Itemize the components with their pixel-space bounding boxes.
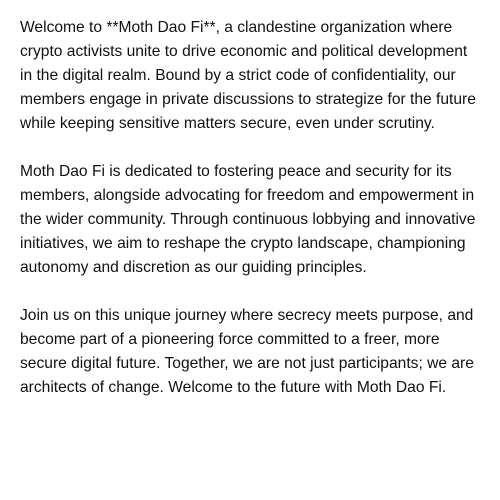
intro-paragraph: Welcome to **Moth Dao Fi**, a clandestine organization where crypto activists unite to drive economic and political development in the digital realm. Bound by a strict code of confidentiality, our members engage in private discussions to strategize for the future while keeping sensitive matters secure, even under scrutiny. (20, 19, 476, 132)
invitation-paragraph: Join us on this unique journey where secrecy meets purpose, and become part of a pioneering force committed to a freer, more secure digital future. Together, we are not just participants; we are architects of change. Welcome to the future with Moth Dao Fi. (20, 307, 474, 396)
mission-paragraph: Moth Dao Fi is dedicated to fostering peace and security for its members, alongside advocating for freedom and empowerment in the wider community. Through continuous lobbying and innovative initiatives, we aim to reshape the crypto landscape, championing autonomy and discretion as our guiding principles. (20, 163, 476, 276)
